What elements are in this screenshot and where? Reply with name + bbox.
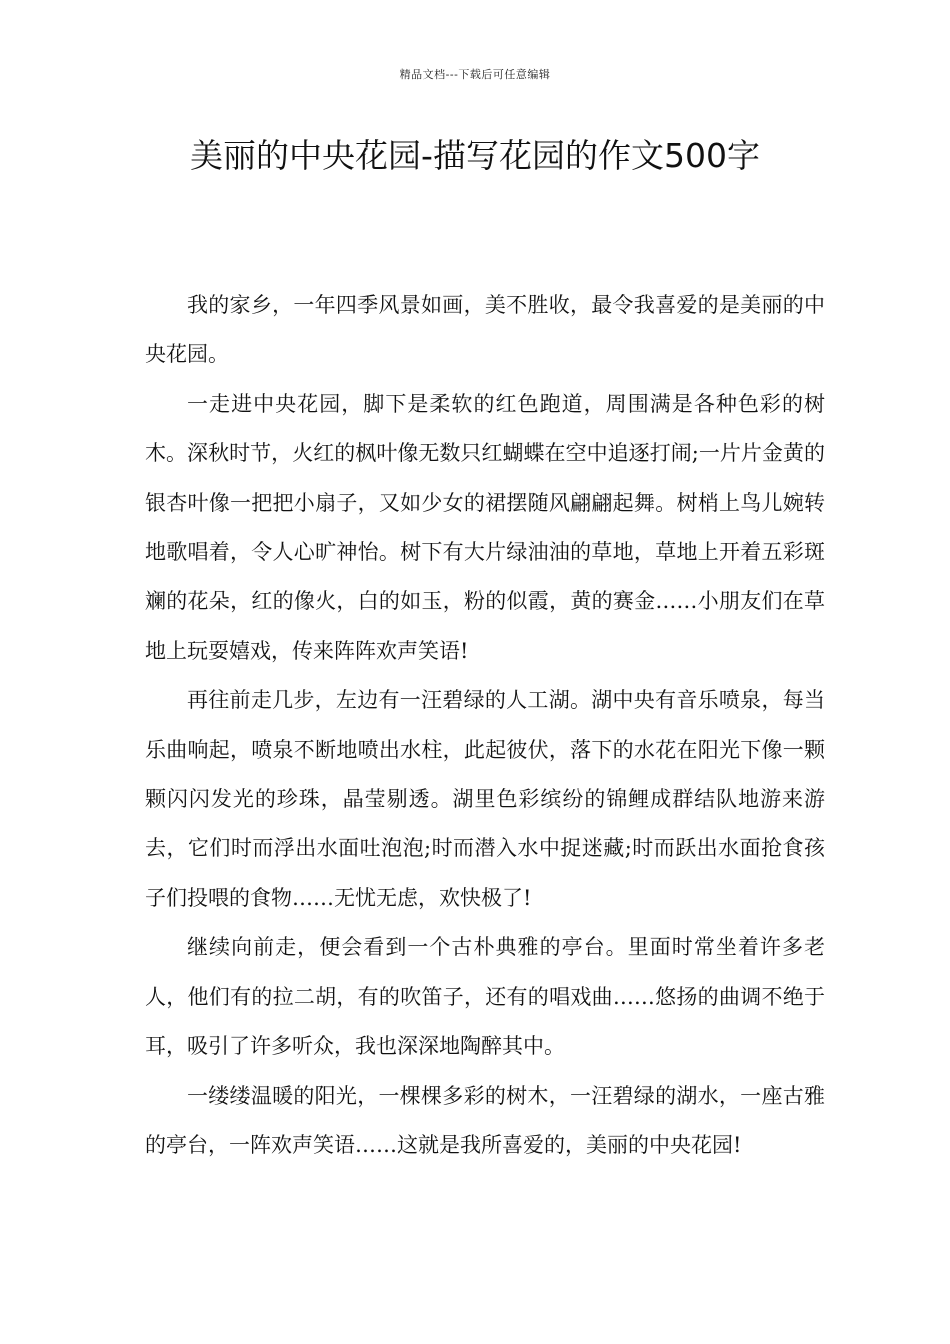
paragraph: 我的家乡，一年四季风景如画，美不胜收，最令我喜爱的是美丽的中央花园。 [145, 293, 825, 367]
paragraph: 再往前走几步，左边有一汪碧绿的人工湖。湖中央有音乐喷泉，每当乐曲响起，喷泉不断地喷出水柱，此起彼伏，落下的水花在阳光下像一颗颗闪闪发光的珍珠，晶莹剔透。湖里色彩缤纷的锦鲤成群结队地游来游去，它们时而浮出水面吐泡泡;时而潜入水中捉迷藏;时而跃出水面抢食孩子们投喂的食物……无忧无虑，欢快极了! [145, 688, 825, 910]
paragraph: 一走进中央花园，脚下是柔软的红色跑道，周围满是各种色彩的树木。深秋时节，火红的枫叶像无数只红蝴蝶在空中追逐打闹;一片片金黄的银杏叶像一把把小扇子，又如少女的裙摆随风翩翩起舞。树梢上鸟儿婉转地歌唱着，令人心旷神怡。树下有大片绿油油的草地，草地上开着五彩斑斓的花朵，红的像火，白的如玉，粉的似霞，黄的赛金……小朋友们在草地上玩耍嬉戏，传来阵阵欢声笑语! [145, 391, 825, 663]
page-title: 美丽的中央花园-描写花园的作文500字 [190, 136, 760, 175]
paragraph: 继续向前走，便会看到一个古朴典雅的亭台。里面时常坐着许多老人，他们有的拉二胡，有的吹笛子，还有的唱戏曲……悠扬的曲调不绝于耳，吸引了许多听众，我也深深地陶醉其中。 [145, 935, 825, 1059]
article-body [145, 281, 825, 1170]
header-note: 精品文档---下载后可任意编辑 [399, 68, 551, 81]
paragraph: 一缕缕温暖的阳光，一棵棵多彩的树木，一汪碧绿的湖水，一座古雅的亭台，一阵欢声笑语……这就是我所喜爱的，美丽的中央花园! [145, 1083, 825, 1157]
